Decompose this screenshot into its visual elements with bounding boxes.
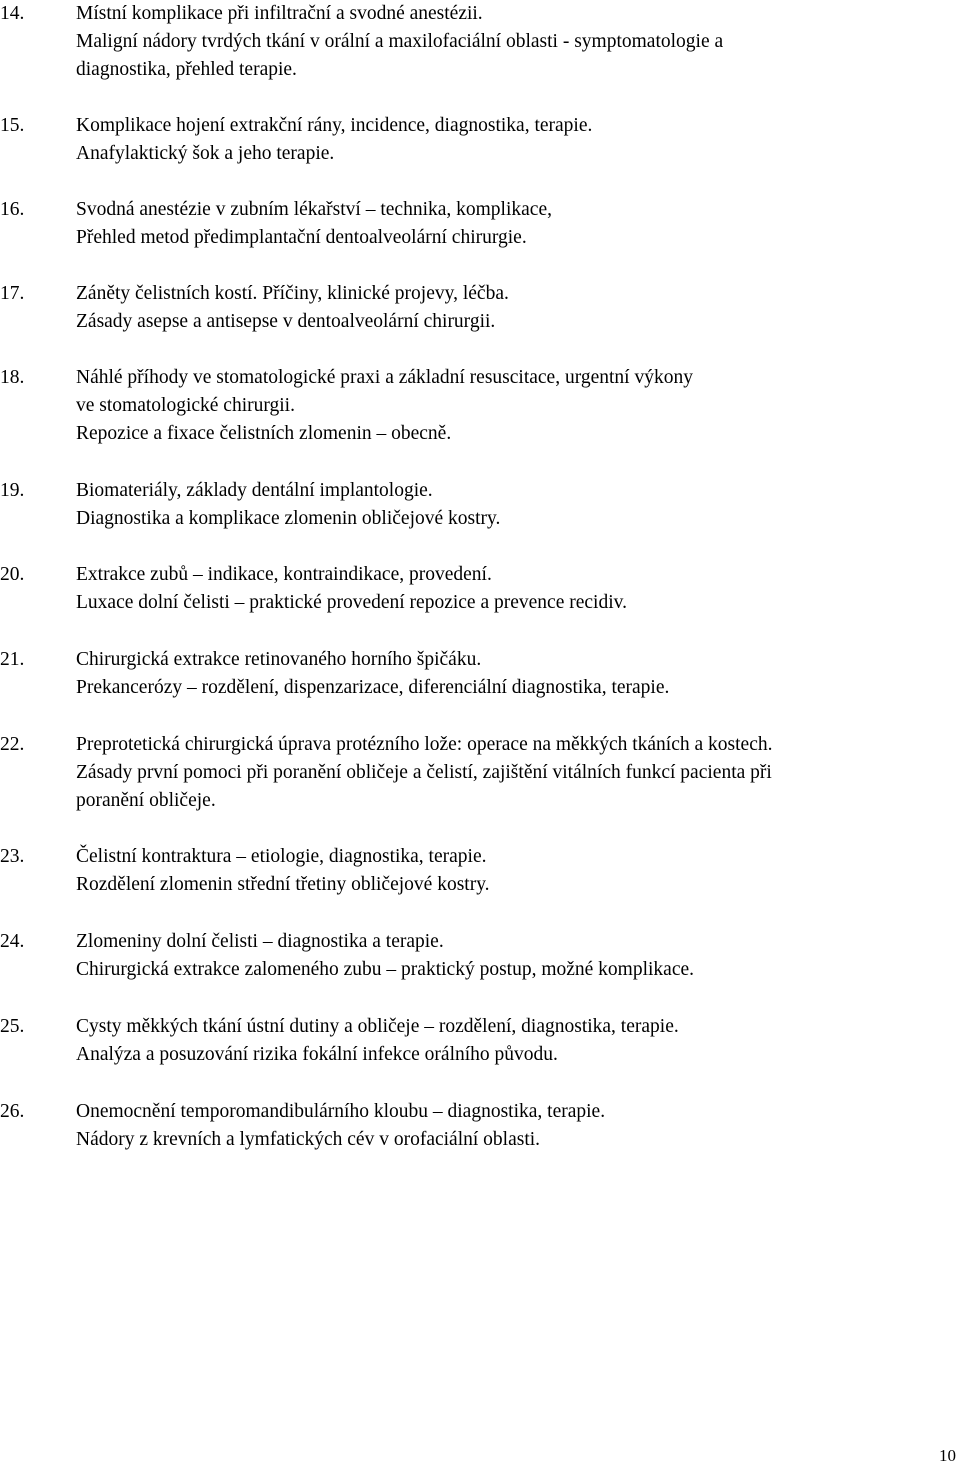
topic-number: 15. [0,115,25,136]
topic-number: 21. [0,649,25,670]
topic-line: Svodná anestézie v zubním lékařství – technika, komplikace, [76,199,552,220]
topic-line: Zlomeniny dolní čelisti – diagnostika a terapie. [76,931,444,952]
page-number: 10 [939,1446,956,1465]
topic-line: Extrakce zubů – indikace, kontraindikace, provedení. [76,564,492,585]
topic-line: Čelistní kontraktura – etiologie, diagnostika, terapie. [76,846,487,867]
topic-line: Komplikace hojení extrakční rány, incidence, diagnostika, terapie. [76,115,593,136]
topic-number: 14. [0,3,25,24]
topic-line: Záněty čelistních kostí. Příčiny, klinické projevy, léčba. [76,283,509,304]
topic-line: ve stomatologické chirurgii. [76,395,295,416]
topic-line: Biomateriály, základy dentální implantologie. [76,480,433,501]
topic-line: Luxace dolní čelisti – praktické provedení repozice a prevence recidiv. [76,592,627,613]
topic-number: 20. [0,564,25,585]
topic-number: 25. [0,1016,25,1037]
topic-line: Diagnostika a komplikace zlomenin obličejové kostry. [76,508,501,529]
topic-line: Anafylaktický šok a jeho terapie. [76,143,335,164]
topic-line: Preprotetická chirurgická úprava protézního lože: operace na měkkých tkáních a kostech. [76,734,773,755]
topic-number: 17. [0,283,25,304]
topic-line: Analýza a posuzování rizika fokální infekce orálního původu. [76,1044,558,1065]
topic-line: Rozdělení zlomenin střední třetiny obličejové kostry. [76,874,490,895]
topic-line: diagnostika, přehled terapie. [76,59,297,80]
topic-number: 19. [0,480,25,501]
topic-number: 23. [0,846,25,867]
topic-line: Chirurgická extrakce retinovaného horního špičáku. [76,649,482,670]
topic-line: Prekancerózy – rozdělení, dispenzarizace, diferenciální diagnostika, terapie. [76,677,670,698]
topic-line: Náhlé příhody ve stomatologické praxi a základní resuscitace, urgentní výkony [76,367,693,388]
topic-line: Zásady první pomoci při poranění obličeje a čelistí, zajištění vitálních funkcí pacienta při [76,762,772,783]
topic-line: Maligní nádory tvrdých tkání v orální a maxilofaciální oblasti - symptomatologie a [76,31,724,52]
topic-line: poranění obličeje. [76,790,216,811]
topic-number: 16. [0,199,25,220]
topic-number: 26. [0,1101,25,1122]
topic-line: Chirurgická extrakce zalomeného zubu – praktický postup, možné komplikace. [76,959,695,980]
topic-number: 22. [0,734,25,755]
topic-line: Přehled metod předimplantační dentoalveolární chirurgie. [76,227,527,248]
topic-number: 24. [0,931,25,952]
topic-line: Nádory z krevních a lymfatických cév v orofaciální oblasti. [76,1129,541,1150]
topic-line: Cysty měkkých tkání ústní dutiny a obličeje – rozdělení, diagnostika, terapie. [76,1016,679,1037]
topic-line: Zásady asepse a antisepse v dentoalveolární chirurgii. [76,311,496,332]
topic-line: Repozice a fixace čelistních zlomenin – obecně. [76,423,452,444]
topic-line: Místní komplikace při infiltrační a svodné anestézii. [76,3,483,24]
topic-line: Onemocnění temporomandibulárního kloubu – diagnostika, terapie. [76,1101,606,1122]
topic-number: 18. [0,367,25,388]
